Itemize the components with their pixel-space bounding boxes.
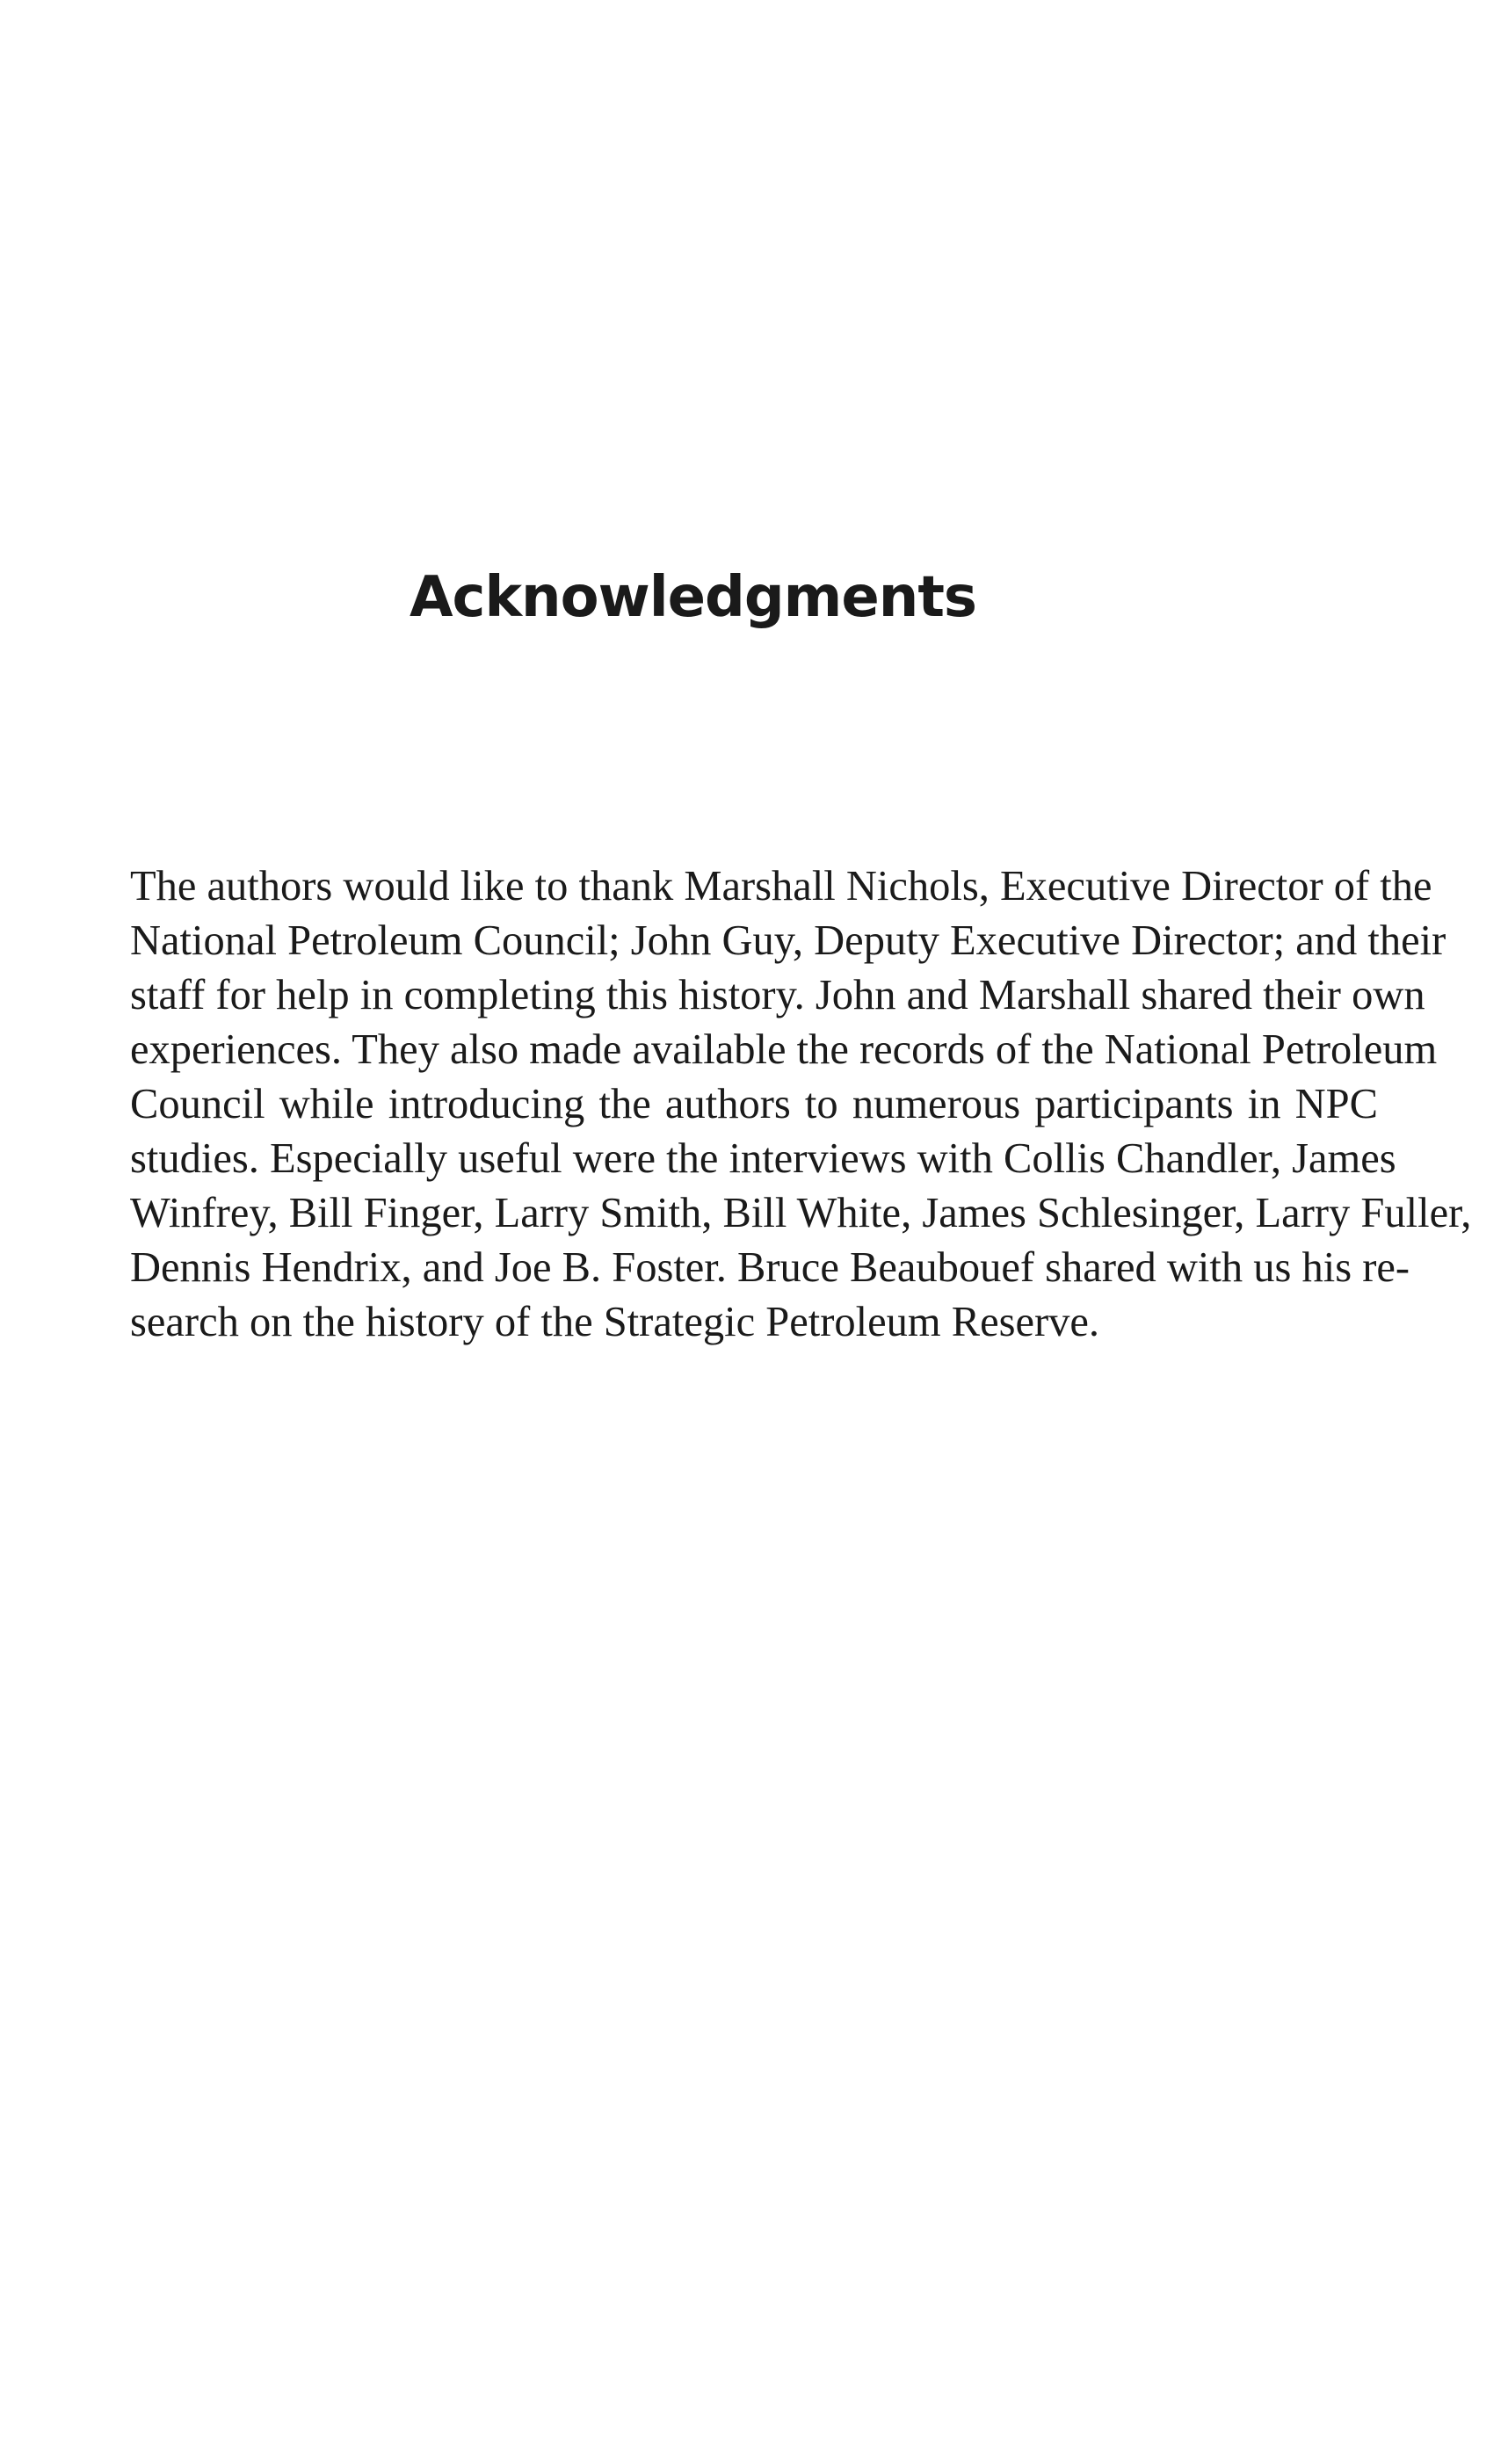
paragraph-line-8: Dennis Hendrix, and Joe B. Foster. Bruce Beaubouef shared with us his re-: [130, 1244, 1410, 1291]
paragraph-line-2: National Petroleum Council; John Guy, Deputy Executive Director; and their: [130, 917, 1446, 964]
paragraph-line-9: search on the history of the Strategic Petroleum Reserve.: [130, 1299, 1100, 1345]
paragraph-line-6: studies. Especially useful were the interviews with Collis Chandler, James: [130, 1135, 1396, 1182]
paragraph-line-7: Winfrey, Bill Finger, Larry Smith, Bill White, James Schlesinger, Larry Fuller,: [130, 1190, 1472, 1236]
paragraph-line-4: experiences. They also made available the records of the National Petroleum: [130, 1026, 1438, 1073]
acknowledgments-paragraph: [130, 859, 1472, 1350]
paragraph-line-3: staff for help in completing this history. John and Marshall shared their own: [130, 972, 1425, 1018]
paragraph-line-1: The authors would like to thank Marshall Nichols, Executive Director of the: [130, 863, 1432, 910]
paragraph-line-5: Council while introducing the authors to numerous participants in NPC: [130, 1081, 1378, 1127]
page-title: Acknowledgments: [410, 565, 976, 630]
